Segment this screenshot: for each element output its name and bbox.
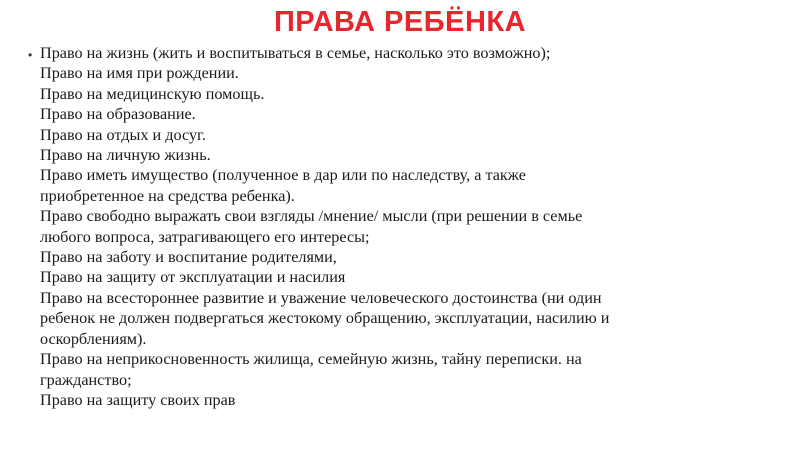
- rights-list: [40, 43, 770, 410]
- rights-line: Право на отдых и досуг.: [40, 125, 206, 144]
- rights-line: Право на имя при рождении.: [40, 64, 239, 83]
- rights-line: Право на медицинскую помощь.: [40, 84, 265, 103]
- bullet-marker: •: [28, 48, 33, 62]
- rights-line: ребенок не должен подвергаться жестокому обращению, эксплуатации, насилию и: [40, 309, 610, 328]
- rights-line: любого вопроса, затрагивающего его интересы;: [40, 227, 370, 246]
- rights-line: Право иметь имущество (полученное в дар или по наследству, а также: [40, 166, 526, 185]
- rights-line: Право на жизнь (жить и воспитываться в семье, насколько это возможно);: [40, 44, 551, 62]
- rights-line: Право на защиту от эксплуатации и насилия: [40, 268, 346, 287]
- rights-line: гражданство;: [40, 370, 132, 389]
- rights-line: Право на образование.: [40, 105, 196, 124]
- rights-line: Право на защиту своих прав: [40, 390, 236, 409]
- rights-line: оскорблениям).: [40, 329, 147, 348]
- rights-line: Право на заботу и воспитание родителями,: [40, 248, 337, 267]
- rights-line: Право на личную жизнь.: [40, 146, 211, 165]
- slide-title: ПРАВА РЕБЁНКА: [273, 6, 527, 38]
- rights-line: Право на всестороннее развитие и уважение человеческого достоинства (ни один: [40, 288, 602, 307]
- rights-line: Право на неприкосновенность жилища, семейную жизнь, тайну переписки. на: [40, 350, 582, 369]
- rights-line: Право свободно выражать свои взгляды /мнение/ мысли (при решении в семье: [40, 207, 583, 226]
- rights-line: приобретенное на средства ребенка).: [40, 186, 295, 205]
